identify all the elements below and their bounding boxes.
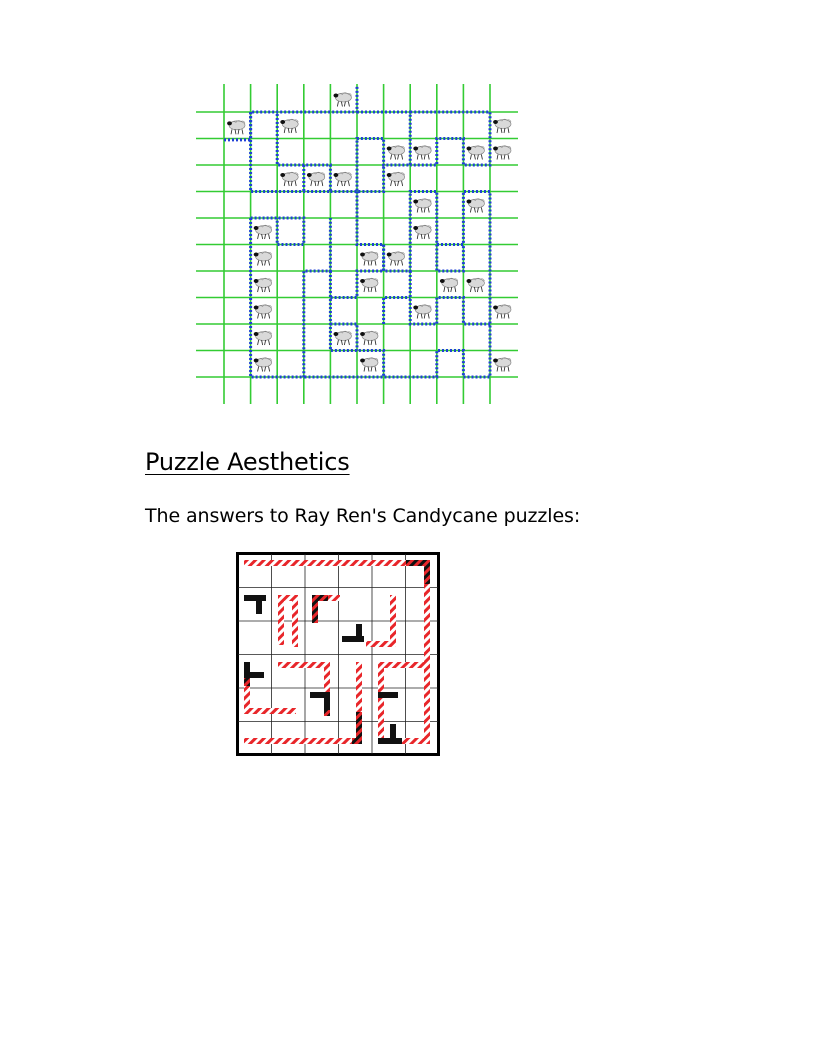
sheep-icon bbox=[387, 252, 405, 266]
sheep-icon bbox=[413, 199, 431, 213]
candycane-stroke bbox=[424, 560, 430, 584]
sheep-icon bbox=[467, 146, 485, 160]
sheep-icon bbox=[334, 93, 352, 107]
sheep-icon bbox=[493, 146, 511, 160]
sheep-icon bbox=[493, 305, 511, 319]
candycane-stroke bbox=[390, 595, 396, 647]
candycane-stroke bbox=[366, 641, 396, 647]
candycane-stroke bbox=[244, 708, 296, 714]
candycane-puzzle bbox=[236, 552, 440, 756]
candycane-hook bbox=[324, 692, 330, 710]
sheep-icon bbox=[493, 119, 511, 133]
sheep-icon bbox=[467, 278, 485, 292]
sheep-icon bbox=[307, 172, 325, 186]
fence-segment bbox=[437, 245, 464, 272]
candycane-hook bbox=[342, 636, 364, 642]
section-heading: Puzzle Aesthetics bbox=[145, 448, 350, 476]
candycane-stroke bbox=[244, 560, 430, 566]
sheep-icon bbox=[227, 121, 245, 135]
sheep-fence-puzzle bbox=[196, 84, 522, 406]
sheep-icon bbox=[280, 119, 298, 133]
sheep-icon bbox=[254, 278, 272, 292]
candycane-hook bbox=[256, 600, 262, 614]
sheep-icon bbox=[254, 225, 272, 239]
sheep-icon bbox=[467, 199, 485, 213]
candycane-stroke bbox=[356, 712, 362, 744]
sheep-icon bbox=[413, 146, 431, 160]
sheep-icon bbox=[254, 252, 272, 266]
sheep-icon bbox=[334, 331, 352, 345]
sheep-icon bbox=[387, 172, 405, 186]
sheep-icon bbox=[360, 278, 378, 292]
sheep-icon bbox=[334, 172, 352, 186]
sheep-icon bbox=[387, 146, 405, 160]
candycane-grid bbox=[238, 554, 439, 755]
sheep-icon bbox=[360, 252, 378, 266]
candycane-hook bbox=[244, 662, 250, 678]
sheep-icon bbox=[440, 278, 458, 292]
sheep-icon bbox=[254, 358, 272, 372]
sheep-icon bbox=[360, 358, 378, 372]
intro-text: The answers to Ray Ren's Candycane puzzles: bbox=[145, 505, 581, 527]
sheep-icon bbox=[280, 172, 298, 186]
sheep-icon bbox=[413, 305, 431, 319]
candycane-stroke bbox=[424, 560, 430, 744]
sheep-icon bbox=[493, 358, 511, 372]
candycane-stroke bbox=[378, 662, 428, 668]
sheep-icon bbox=[360, 331, 378, 345]
candycane-grid-border bbox=[238, 554, 439, 755]
fence-segment bbox=[384, 298, 411, 325]
candycane-hook bbox=[378, 692, 398, 698]
candycane-stroke bbox=[278, 662, 330, 668]
candycane-stroke bbox=[292, 595, 298, 647]
sheep-icon bbox=[254, 331, 272, 345]
sheep-markers bbox=[227, 93, 511, 372]
sheep-icon bbox=[413, 225, 431, 239]
candycane-hook bbox=[244, 595, 266, 601]
candycane-stroke bbox=[244, 738, 352, 744]
candycane-stroke bbox=[312, 595, 328, 601]
candycane-stroke bbox=[378, 662, 384, 744]
sheep-icon bbox=[254, 305, 272, 319]
candycane-hook bbox=[378, 738, 402, 744]
candycane-stroke bbox=[278, 595, 284, 645]
